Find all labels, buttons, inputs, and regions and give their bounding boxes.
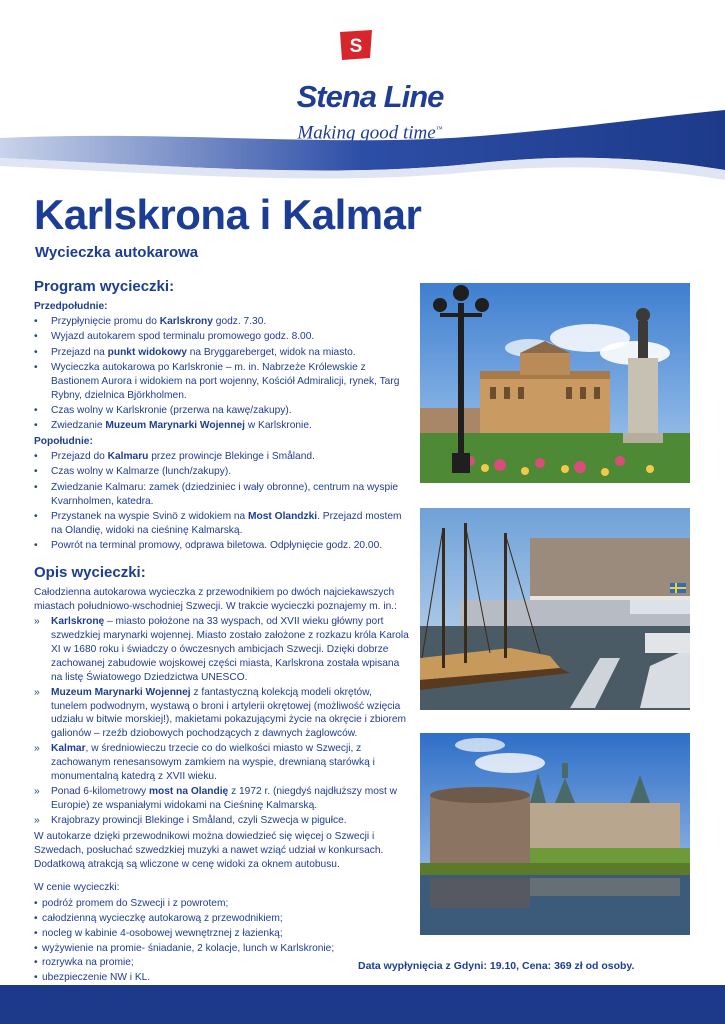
text-column [34,278,409,986]
description-item: » Ponad 6-kilometrowy most na Olandię z 1972 r. (niegdyś najdłuższy most w Europie) ze wspaniałymi widokami na Cieśninę Kalmarską. [34,785,409,813]
morning-item: • Zwiedzanie Muzeum Marynarki Wojennej w Karlskronie. [34,419,409,433]
header-wave-decoration [0,108,725,188]
morning-item: • Przypłynięcie promu do Karlskrony godz. 7.30. [34,315,409,329]
guide-note: W autokarze dzięki przewodnikowi można dowiedzieć się więcej o Szwecji i Szwedach, posłuchać szwedzkiej muzyki a nawet wziąć udział w konkursach. Dodatkową atrakcją są wliczone w cenę widoki za oknem autobusu. [34,831,384,870]
kalmar-castle-photo [420,733,690,935]
departure-price-note: Data wypłynięcia z Gdyni: 19.10, Cena: 369 zł od osoby. [358,960,635,972]
program-heading: Program wycieczki: [34,278,175,295]
afternoon-item: • Przejazd do Kalmaru przez prowincje Blekinge i Småland. [34,450,409,464]
price-include-item: • ubezpieczenie NW i KL. [34,971,409,985]
afternoon-item: • Powrót na terminal promowy, odprawa biletowa. Odpłynięcie godz. 20.00. [34,539,409,553]
karlskrona-square-statue-photo [420,283,690,483]
description-list [34,615,409,828]
price-include-item: • nocleg w kabinie 4-osobowej wewnętrznej z łazienką; [34,927,409,941]
stena-flag-icon [339,30,373,60]
morning-item: • Wyjazd autokarem spod terminalu promowego godz. 8.00. [34,330,409,344]
price-include-item: • podróż promem do Szwecji i z powrotem; [34,897,409,911]
morning-item: • Przejazd na punkt widokowy na Bryggareberget, widok na miasto. [34,346,409,360]
description-item: » Karlskronę – miasto położone na 33 wyspach, od XVII wieku główny port szwedzkiej marynarki wojennej. Miasto zostało założone z rozkazu króla Karola XI w 1680 roku i świadczy o ówczesnych ambicjach Szwecji. Dzięki dobrze zachowanej zabudowie wojskowej części miasta, Karlskrona została wpisana na listę Światowego Dziedzictwa UNESCO. [34,615,409,684]
price-include-item: • wyżywienie na promie- śniadanie, 2 kolacje, lunch w Karlskronie; [34,942,409,956]
page-title: Karlskrona i Kalmar [34,191,422,238]
afternoon-list [34,450,409,553]
footer-bar [0,985,725,1024]
morning-label: Przedpołudnie: [34,301,108,312]
morning-list [34,315,409,433]
description-intro: Całodzienna autokarowa wycieczka z przewodnikiem po dwóch najciekawszych miastach południowo-wschodniej Szwecji. W trakcie wycieczki poznajemy m. in.: [34,586,397,612]
brand-tagline: Making good time™ [297,122,443,144]
morning-item: • Czas wolny w Karlskronie (przerwa na kawę/zakupy). [34,404,409,418]
price-include-item: • całodzienną wycieczkę autokarową z przewodnikiem; [34,912,409,926]
afternoon-label: Popołudnie: [34,436,93,448]
price-includes-list [34,897,409,985]
description-item: » Muzeum Marynarki Wojennej z fantastyczną kolekcją modeli okrętów, tunelem podwodnym, wystawą o broni i artylerii okrętowej (możliwość wzięcia udziału w bitwie morskiej!), makietami pokazującymi życie na okręcie i zbiorem galionów – rzeźb dziobowych pochodzących z dawnych żaglowców. [34,686,409,741]
price-include-item: • rozrywka na promie; [34,956,409,970]
morning-item: • Wycieczka autokarowa po Karlskronie – m. in. Nabrzeże Królewskie z Bastionem Aurora i widokiem na port wojenny, Kościół Admiralicji, rynek, Targ Rybny, dzielnica Björkholmen. [34,361,409,402]
afternoon-item: • Czas wolny w Kalmarze (lunch/zakupy). [34,465,409,479]
description-item: » Kalmar, w średniowieczu trzecie co do wielkości miasto w Szwecji, z zachowanym renesansowym zamkiem na wyspie, drewnianą starówką i monumentalną katedrą z XVII wieku. [34,742,409,783]
afternoon-item: • Zwiedzanie Kalmaru: zamek (dziedziniec i wały obronne), centrum na wyspie Kvarnholmen, katedra. [34,481,409,509]
svg-text:S: S [349,36,363,57]
description-heading: Opis wycieczki: [34,563,146,581]
description-item: » Krajobrazy prowincji Blekinge i Småland, czyli Szwecja w pigułce. [34,814,409,828]
afternoon-item: • Przystanek na wyspie Svinö z widokiem na Most Olandzki. Przejazd mostem na Olandię, widoki na cieśninę Kalmarską. [34,510,409,538]
price-includes-label: W cenie wycieczki: [34,882,120,894]
page-subtitle: Wycieczka autokarowa [35,244,199,261]
naval-museum-harbor-photo [420,508,690,710]
brand-name: Stena Line [296,79,444,114]
